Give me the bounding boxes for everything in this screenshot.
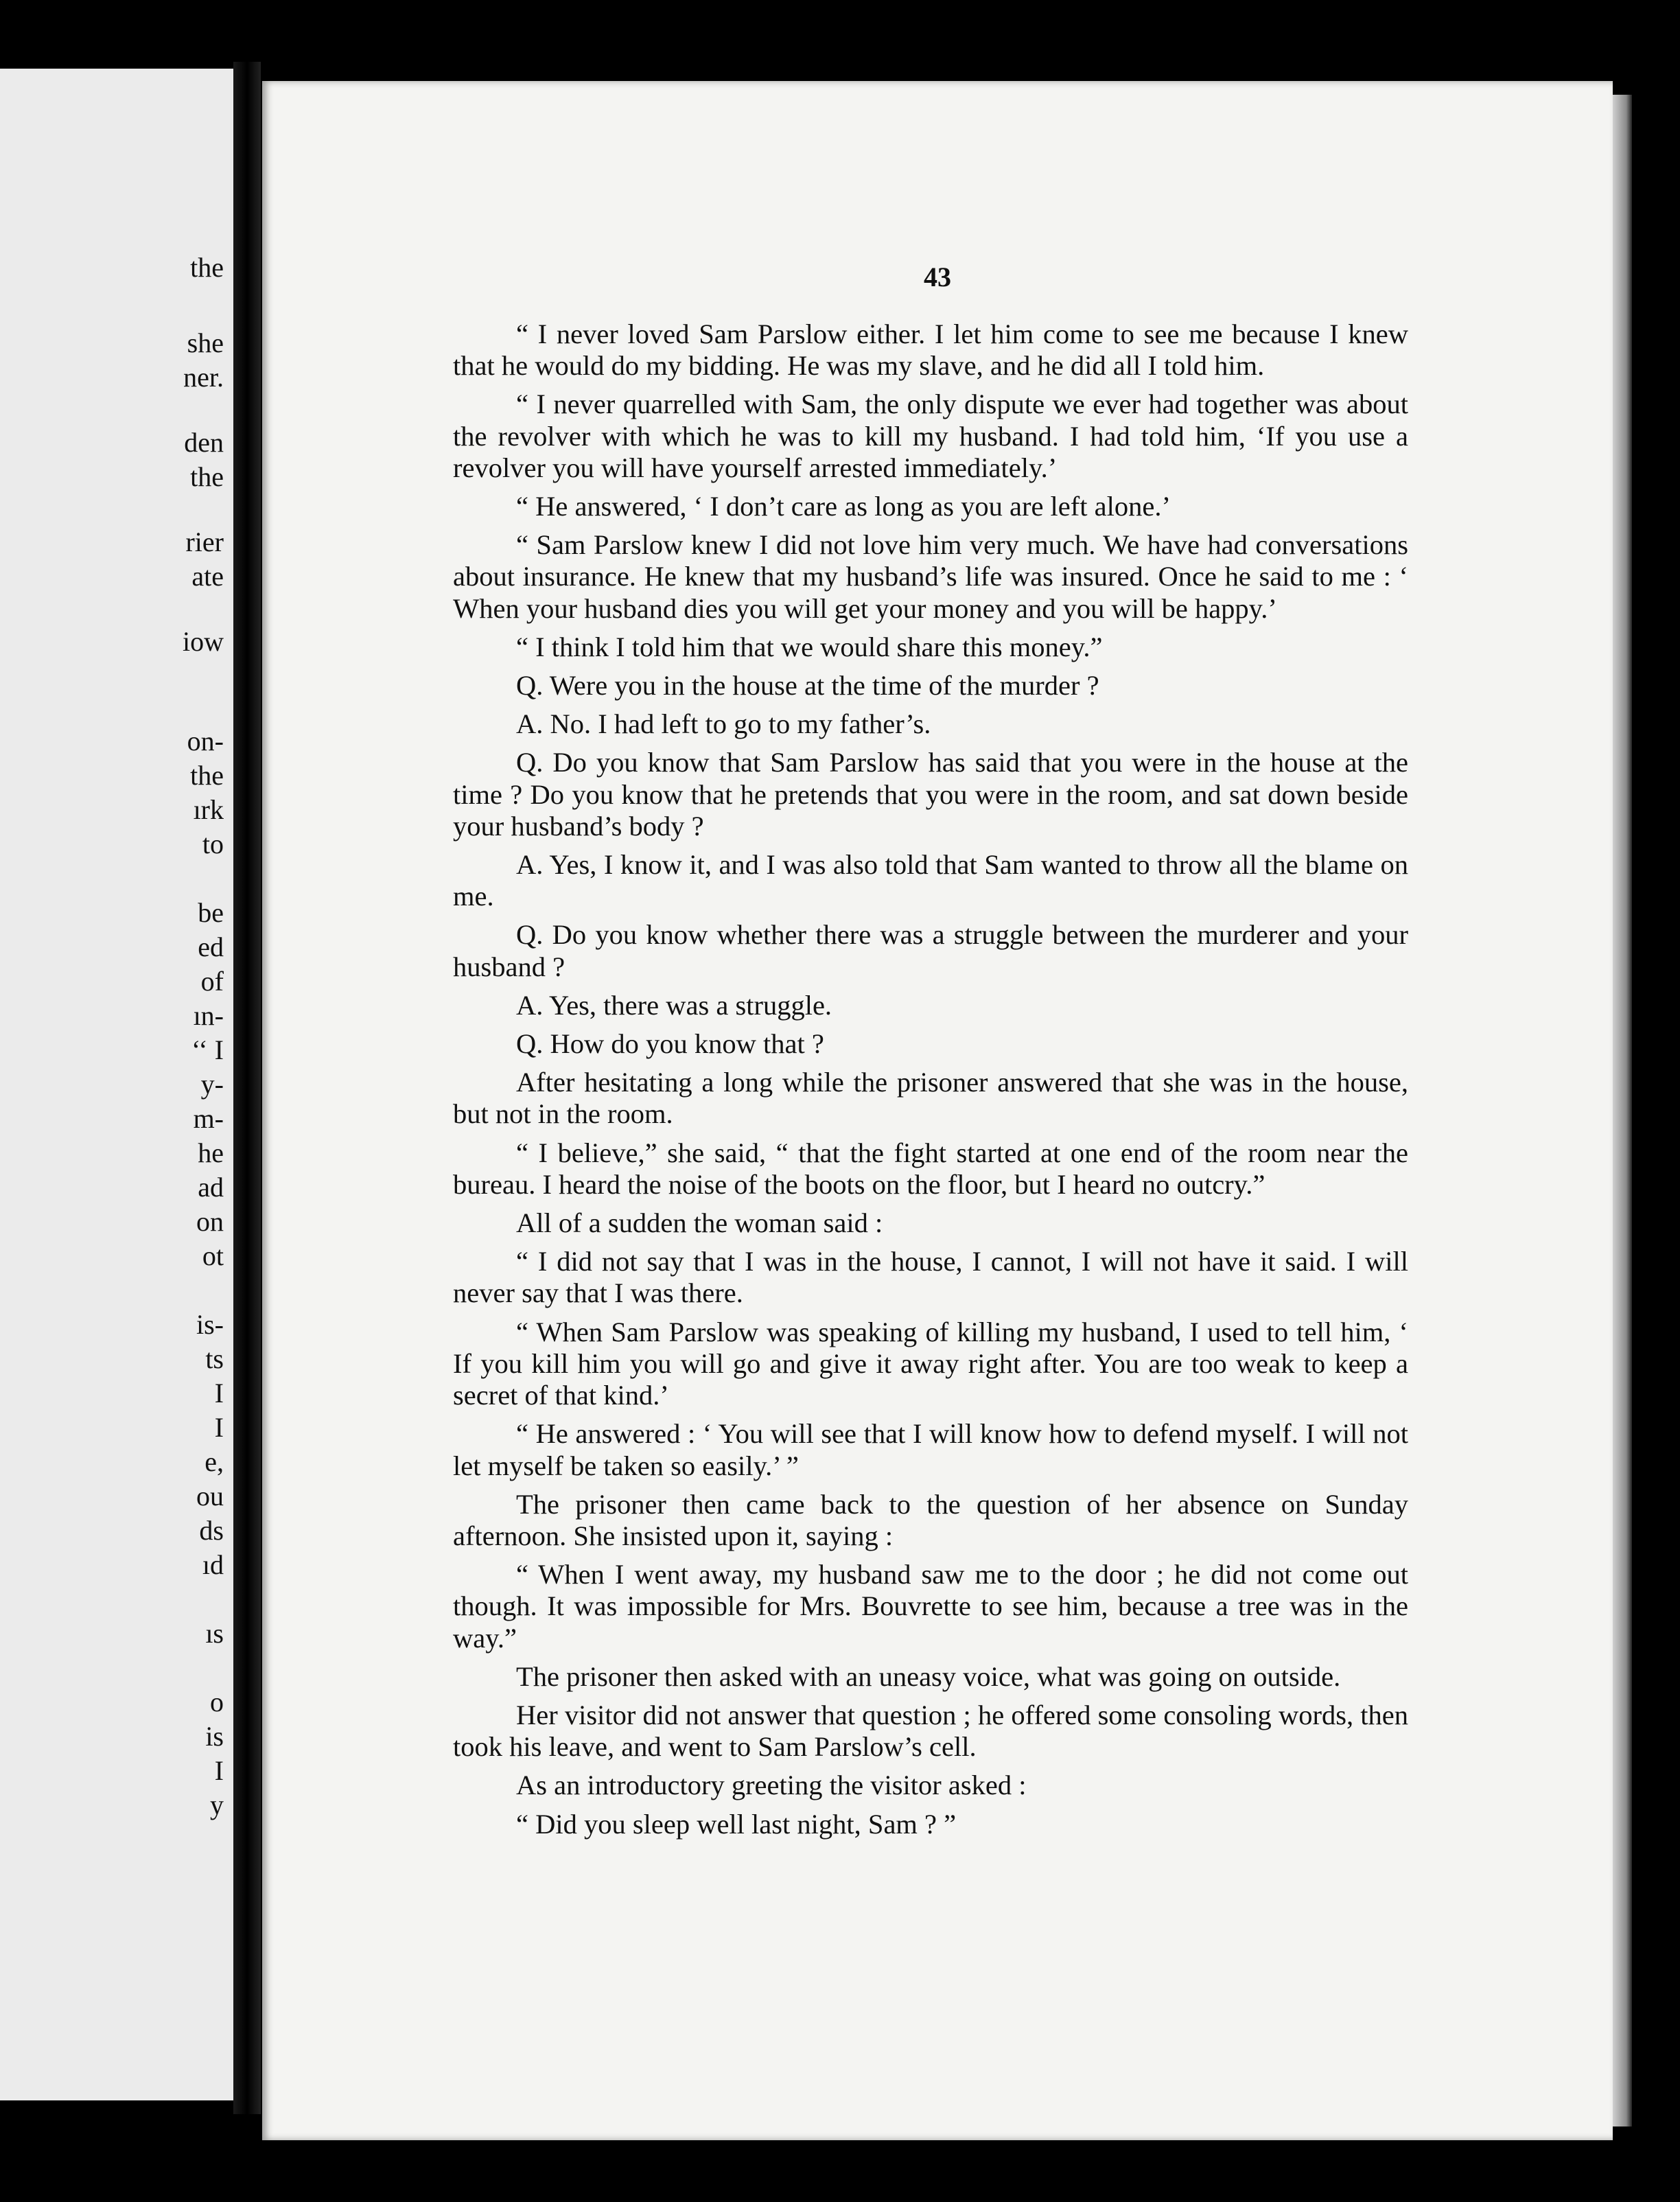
page-edge <box>1613 95 1632 2126</box>
paragraph: A. No. I had left to go to my father’s. <box>516 708 931 740</box>
paragraph: “ I did not say that I was in the house, I cannot, I will not have it said. I will never say that I was there. <box>453 1246 1408 1309</box>
previous-page-line-fragment: I <box>214 1755 224 1786</box>
paragraph: The prisoner then asked with an uneasy voice, what was going on outside. <box>516 1660 1341 1692</box>
previous-page-line-fragment: ‘‘ I <box>191 1034 224 1065</box>
previous-page-line-fragment: ın- <box>193 1000 224 1031</box>
previous-page-line-fragment: I <box>214 1378 224 1409</box>
previous-page-line-fragment: be <box>198 897 224 928</box>
paragraph: Q. Do you know whether there was a struggle between the murderer and your husband ? <box>453 919 1408 982</box>
paragraph: A. Yes, there was a struggle. <box>516 989 832 1021</box>
page-number: 43 <box>924 262 951 292</box>
previous-page-line-fragment: ed <box>198 931 224 962</box>
previous-page-line-fragment: the <box>190 252 224 283</box>
paragraph: All of a sudden the woman said : <box>516 1207 883 1239</box>
previous-page-line-fragment: the <box>190 760 224 791</box>
previous-page-line-fragment: is- <box>196 1309 224 1340</box>
previous-page-line-fragment: iow <box>183 626 224 657</box>
paragraph: “ I never quarrelled with Sam, the only dispute we ever had together was about the revolver with which he was to kill my husband. I had told him, ‘If you use a revolver you will have yourself arrested immediately.’ <box>453 389 1408 483</box>
previous-page-line-fragment: den <box>184 427 224 458</box>
previous-page-line-fragment: ate <box>191 561 224 592</box>
previous-page-line-fragment: the <box>190 461 224 492</box>
paragraph: Her visitor did not answer that question ; he offered some consoling words, then took his leave, and went to Sam Parslow’s cell. <box>453 1699 1408 1763</box>
previous-page-line-fragment: ad <box>198 1172 224 1203</box>
previous-page-line-fragment: I <box>214 1412 224 1443</box>
previous-page-line-fragment: she <box>187 327 224 358</box>
book-page <box>262 81 1613 2140</box>
previous-page-line-fragment: rier <box>185 526 224 557</box>
previous-page-line-fragment: of <box>200 966 224 997</box>
previous-page-line-fragment: ot <box>202 1240 224 1271</box>
paragraph: A. Yes, I know it, and I was also told that Sam wanted to throw all the blame on me. <box>453 849 1408 912</box>
previous-page-line-fragment: ts <box>205 1343 224 1374</box>
previous-page-line-fragment: ds <box>199 1515 224 1546</box>
paragraph: “ Did you sleep well last night, Sam ? ” <box>516 1808 957 1840</box>
paragraph: “ When Sam Parslow was speaking of killing my husband, I used to tell him, ‘ If you kill him you will go and give it away right after. You are too weak to keep a secret of that kind.’ <box>453 1316 1408 1411</box>
previous-page-line-fragment: to <box>202 828 224 859</box>
paragraph: “ When I went away, my husband saw me to the door ; he did not come out though. It was impossible for Mrs. Bouvrette to see him, because a tree was in the way.” <box>453 1559 1408 1654</box>
previous-page-line-fragment: m- <box>193 1103 224 1134</box>
previous-page-line-fragment: ıd <box>202 1549 224 1580</box>
previous-page-fragment <box>0 69 233 2100</box>
previous-page-line-fragment: he <box>198 1137 224 1168</box>
previous-page-line-fragment: ırk <box>193 794 224 825</box>
previous-page-line-fragment: y <box>210 1789 224 1820</box>
previous-page-line-fragment: ou <box>196 1481 224 1511</box>
previous-page-line-fragment: y- <box>200 1069 224 1100</box>
previous-page-line-fragment: e, <box>205 1446 224 1477</box>
paragraph: “ Sam Parslow knew I did not love him very much. We have had conversations about insurance. He knew that my husband’s life was insured. Once he said to me : ‘ When your husband dies you will get your money and you will be happy.’ <box>453 529 1408 624</box>
paragraph: “ I never loved Sam Parslow either. I let him come to see me because I knew that he would do my bidding. He was my slave, and he did all I told him. <box>453 318 1408 382</box>
book-gutter <box>233 62 261 2114</box>
paragraph: “ He answered : ‘ You will see that I will know how to defend myself. I will not let myself be taken so easily.’ ” <box>453 1418 1408 1481</box>
previous-page-line-fragment: is <box>205 1721 224 1752</box>
paragraph: Q. How do you know that ? <box>516 1028 824 1060</box>
paragraph: After hesitating a long while the prisoner answered that she was in the house, but not in the room. <box>453 1067 1408 1130</box>
previous-page-line-fragment: o <box>210 1687 224 1717</box>
paragraph: The prisoner then came back to the question of her absence on Sunday afternoon. She insisted upon it, saying : <box>453 1488 1408 1551</box>
paragraph: “ I think I told him that we would share this money.” <box>516 631 1103 662</box>
page-body <box>453 318 1408 1847</box>
previous-page-line-fragment: ıs <box>205 1618 224 1649</box>
previous-page-line-fragment: ner. <box>183 362 224 393</box>
previous-page-line-fragment: on- <box>187 726 224 756</box>
paragraph: Q. Were you in the house at the time of the murder ? <box>516 670 1099 702</box>
paragraph: “ He answered, ‘ I don’t care as long as you are left alone.’ <box>516 491 1171 522</box>
previous-page-line-fragment: on <box>196 1206 224 1237</box>
paragraph: As an introductory greeting the visitor asked : <box>516 1770 1027 1801</box>
paragraph: “ I believe,” she said, “ that the fight started at one end of the room near the bureau. I heard the noise of the boots on the floor, but I heard no outcry.” <box>453 1137 1408 1200</box>
paragraph: Q. Do you know that Sam Parslow has said that you were in the house at the time ? Do you know that he pretends that you were in the room, and sat down beside your husband’s body ? <box>453 747 1408 842</box>
